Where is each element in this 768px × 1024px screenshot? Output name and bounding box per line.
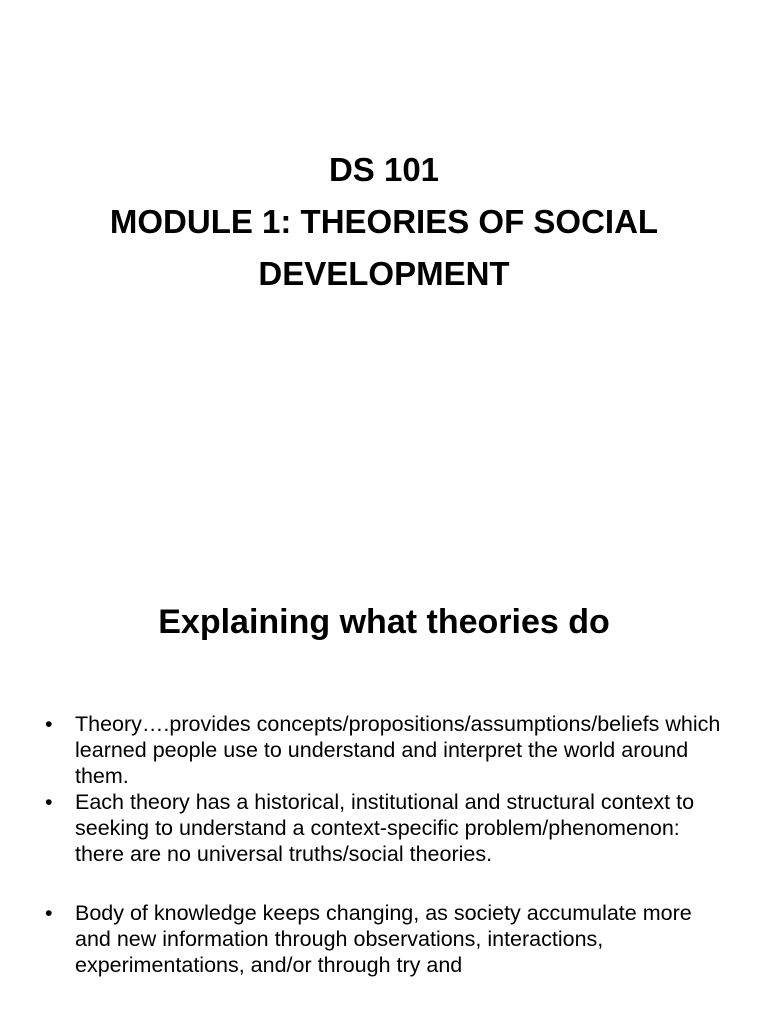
module-title-line-2: DEVELOPMENT [258, 255, 510, 292]
bullet-icon: • [45, 901, 53, 925]
content-slide [0, 576, 768, 1024]
bullet-text: Body of knowledge keeps changing, as society accumulate more and new information through observations, interactions, experimentations, and/or through try and [75, 901, 692, 977]
bullet-item-theory-context [40, 789, 730, 867]
bullet-list [40, 711, 730, 978]
course-code: DS 101 [328, 151, 440, 188]
bullet-item-theory-definition [40, 711, 730, 789]
bullet-item-knowledge-changes [40, 900, 730, 978]
bullet-text: Each theory has a historical, institutional and structural context to seeking to understand a context-specific problem/phenomenon: there are no universal truths/social theories. [75, 790, 695, 866]
bullet-icon: • [45, 712, 53, 736]
bullet-text: Theory….provides concepts/propositions/assumptions/beliefs which learned people use to understand and interpret the world around them. [75, 712, 721, 788]
bullet-icon: • [45, 790, 53, 814]
slide-heading: Explaining what theories do [158, 603, 610, 641]
slide-title [0, 144, 768, 300]
module-title-line-1: MODULE 1: THEORIES OF SOCIAL [109, 203, 659, 240]
